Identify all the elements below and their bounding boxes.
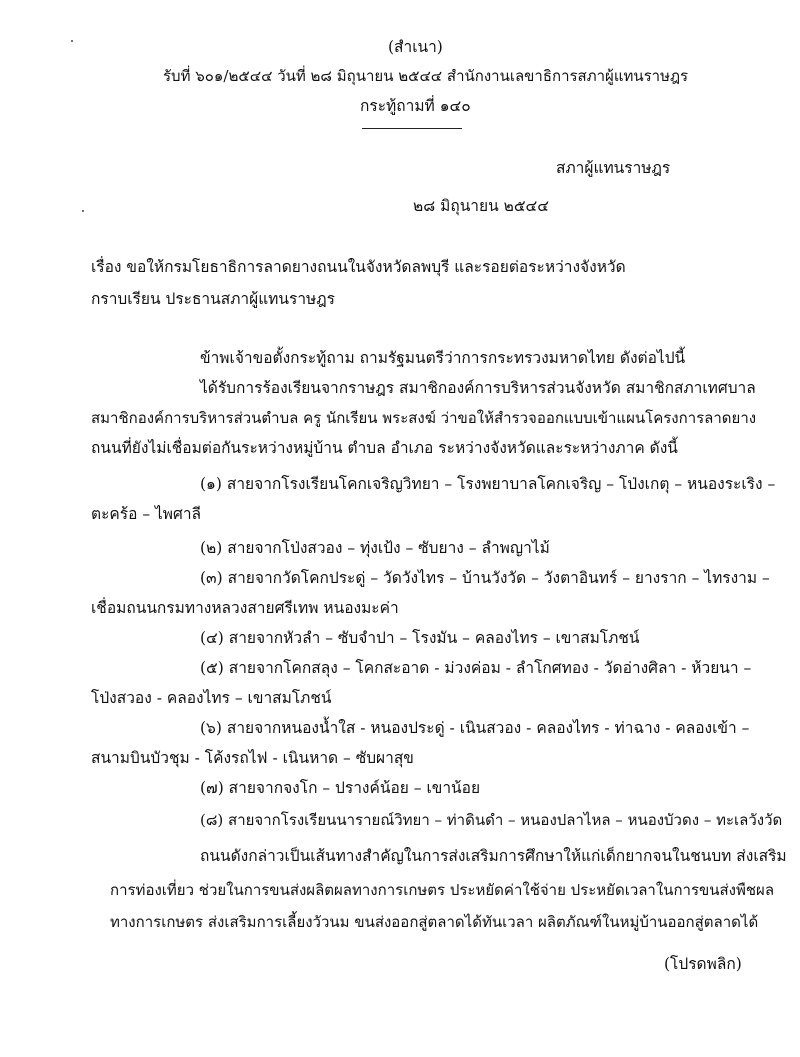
turn-over-note: (โปรดพลิก) <box>664 955 742 973</box>
route-5-line1: (๕) สายจากโคกสลุง – โคกสะอาด - ม่วงค่อม - ลำโกศทอง - วัดอ่างศิลา - ห้วยนา – <box>200 659 752 677</box>
paragraph1-line1: ได้รับการร้องเรียนจากราษฎร สมาชิกองค์การบริหารส่วนจังหวัด สมาชิกสภาเทศบาล <box>200 379 756 397</box>
question-number: กระทู้ถามที่ ๑๔๐ <box>360 97 471 115</box>
paragraph2-line1: ถนนดังกล่าวเป็นเส้นทางสำคัญในการส่งเสริมการศึกษาให้แก่เด็กยากจนในชนบท ส่งเสริม <box>200 847 787 865</box>
route-3-line2: เชื่อมถนนกรมทางหลวงสายศรีเทพ หนองมะค่า <box>91 599 399 617</box>
route-8-line1: (๘) สายจากโรงเรียนนารายณ์วิทยา – ท่าดินดำ – หนองปลาไหล – หนองบัวดง – ทะเลวังวัด <box>200 811 783 829</box>
paragraph2-line2: การท่องเที่ยว ช่วยในการขนส่งผลิตผลทางการเกษตร ประหยัดค่าใช้จ่าย ประหยัดเวลาในการขนส่งพืชผล <box>110 881 775 899</box>
scan-speck <box>82 210 84 212</box>
route-6-line1: (๖) สายจากหนองน้ำใส - หนองประดู่ - เนินสวอง - คลองไทร - ท่าฉาง - คลองเข้า – <box>200 719 750 737</box>
route-2-line1: (๒) สายจากโป่งสวอง – ทุ่งเป้ง – ซับยาง – ลำพญาไม้ <box>200 539 550 557</box>
document-date: ๒๘ มิถุนายน ๒๕๔๔ <box>413 197 550 215</box>
copy-mark: (สำเนา) <box>388 38 443 56</box>
subject-line: เรื่อง ขอให้กรมโยธาธิการลาดยางถนนในจังหวัดลพบุรี และรอยต่อระหว่างจังหวัด <box>91 258 626 276</box>
route-4-line1: (๔) สายจากหัวลำ – ซับจำปา – โรงมัน – คลองไทร – เขาสมโภชน์ <box>200 629 640 647</box>
route-1-line2: ตะคร้อ – ไพศาลี <box>91 505 202 523</box>
received-line: รับที่ ๖๐๑/๒๕๔๔ วันที่ ๒๘ มิถุนายน ๒๕๔๔ สำนักงานเลขาธิการสภาผู้แทนราษฎร <box>163 67 689 85</box>
route-6-line2: สนามบินบัวชุม - โค้งรถไฟ - เนินหาด – ซับผาสุข <box>91 749 414 767</box>
paragraph2-line3: ทางการเกษตร ส่งเสริมการเลี้ยงวัวนม ขนส่งออกสู่ตลาดได้ทันเวลา ผลิตภัณฑ์ในหมู่บ้านออกสู่ตลาดได้ <box>110 913 759 931</box>
route-7-line1: (๗) สายจากจงโก – ปรางค์น้อย – เขาน้อย <box>200 779 481 797</box>
scan-speck <box>71 40 73 42</box>
route-3-line1: (๓) สายจากวัดโคกประดู่ – วัดวังไทร – บ้านวังวัด – วังตาอินทร์ – ยางราก – ไทรงาม – <box>200 569 770 587</box>
header-divider <box>362 128 462 129</box>
route-1-line1: (๑) สายจากโรงเรียนโคกเจริญวิทยา – โรงพยาบาลโคกเจริญ – โป่งเกตุ – หนองระเริง – <box>200 475 776 493</box>
route-5-line2: โป่งสวอง - คลองไทร – เขาสมโภชน์ <box>91 689 332 707</box>
sender-organization: สภาผู้แทนราษฎร <box>556 159 671 177</box>
salutation-line: กราบเรียน ประธานสภาผู้แทนราษฎร <box>91 290 335 308</box>
intro-line: ข้าพเจ้าขอตั้งกระทู้ถาม ถามรัฐมนตรีว่าการกระทรวงมหาดไทย ดังต่อไปนี้ <box>200 349 686 367</box>
paragraph1-line2: สมาชิกองค์การบริหารส่วนตำบล ครู นักเรียน พระสงฆ์ ว่าขอให้สำรวจออกแบบเข้าแผนโครงการลาดยาง <box>91 409 757 427</box>
paragraph1-line3: ถนนที่ยังไม่เชื่อมต่อกันระหว่างหมู่บ้าน ตำบล อำเภอ ระหว่างจังหวัดและระหว่างภาค ดังนี้ <box>91 439 678 457</box>
